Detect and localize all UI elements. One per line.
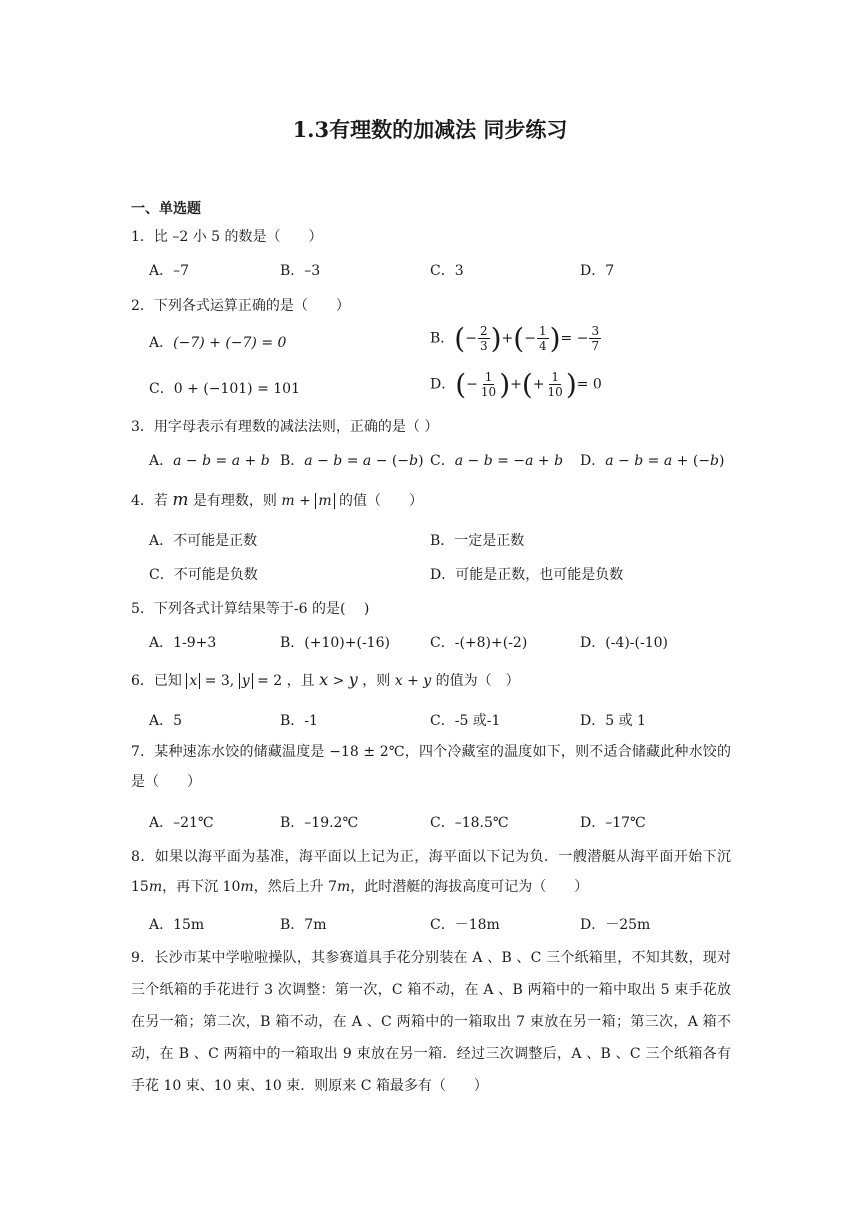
question-5-stem: 5．下列各式计算结果等于-6 的是( ) — [131, 601, 370, 617]
question-7-option-c: C．–18.5℃ — [430, 815, 509, 831]
question-5-option-c: C．-(+8)+(-2) — [430, 635, 528, 651]
question-4-stem: 4．若 m 是有理数，则 m + m 的值（ ） — [131, 490, 424, 510]
question-6-stem: 6．已知 x = 3, y = 2 ，且 x > y ，则 x + y 的值为（ ） — [131, 670, 520, 689]
page-title: 1.3有理数的加减法 同步练习 — [292, 117, 568, 142]
question-8-option-b: B．7m — [280, 917, 327, 933]
question-4-option-d: D．可能是正数，也可能是负数 — [430, 567, 624, 583]
question-7-option-a: A．–21℃ — [149, 815, 214, 831]
question-3-option-b: B．a − b = a − (−b) — [280, 453, 424, 469]
question-1-option-c: C．3 — [430, 263, 464, 279]
question-6-option-b: B．-1 — [280, 713, 318, 729]
question-2-option-a: A．(−7) + (−7) = 0 — [149, 335, 287, 351]
question-2-stem: 2．下列各式运算正确的是（ ） — [131, 298, 350, 314]
question-1-option-d: D．7 — [580, 263, 615, 279]
question-3-option-c: C．a − b = −a + b — [430, 453, 564, 469]
question-8-stem: 8．如果以海平面为基准，海平面以上记为正，海平面以下记为负．一艘潜艇从海平面开始下沉 15m，再下沉 10m，然后上升 7m，此时潜艇的海拔高度可记为（ ） — [131, 849, 731, 895]
question-7-stem: 7．某种速冻水饺的储藏温度是 −18 ± 2℃，四个冷藏室的温度如下，则不适合储藏此种水饺的是（ ） — [131, 744, 731, 790]
question-1-option-a: A．–7 — [149, 263, 190, 279]
question-9-stem: 9．长沙市某中学啦啦操队，其参赛道具手花分别装在 A 、B 、C 三个纸箱里，不知其数，现对三个纸箱的手花进行 3 次调整：第一次，C 箱不动，在 A 、B 两箱中的一箱中取出 5 束手花放在另一箱；第二次，B 箱不动，在 A 、C 两箱中的一箱取出 7 束放在另一箱；第三次，A 箱不动，在 B 、C 两箱中的一箱取出 9 束放在另一箱．经过三次调整后，A 、B 、C 三个纸箱各有手花 10 束、10 束、10 束．则原来 C 箱最多有（ ） — [131, 950, 731, 1094]
question-8-option-c: C．－18m — [430, 917, 500, 933]
question-2-option-b: B．(− $\frac{2}{3}$ )+(− $\frac{1}{4}$ )= − $\frac{3}{7}$ — [430, 322, 600, 355]
question-5-option-b: B．(+10)+(-16) — [280, 635, 390, 651]
question-1-option-b: B．–3 — [280, 263, 321, 279]
question-3-stem: 3．用字母表示有理数的减法法则，正确的是（ ） — [131, 419, 439, 435]
question-4-option-c: C．不可能是负数 — [149, 567, 258, 583]
question-5-option-a: A．1-9+3 — [149, 635, 217, 651]
question-2-option-c: C．0 + (−101) = 101 — [149, 381, 300, 397]
question-3-option-d: D．a − b = a + (−b) — [580, 453, 725, 469]
question-5-option-d: D．(-4)-(-10) — [580, 635, 668, 651]
question-7-option-d: D．–17℃ — [580, 815, 646, 831]
question-6-option-a: A．5 — [149, 713, 183, 729]
question-7-option-b: B．–19.2℃ — [280, 815, 359, 831]
question-8-option-d: D．－25m — [580, 917, 651, 933]
question-2-option-d: D．(− $\frac{1}{10}$ )+(+ $\frac{1}{10}$ )= 0 — [430, 368, 602, 401]
question-6-option-d: D．5 或 1 — [580, 713, 646, 729]
section-heading: 一、单选题 — [131, 201, 201, 217]
question-8-option-a: A．15m — [149, 917, 205, 933]
question-4-option-b: B．一定是正数 — [430, 533, 525, 549]
question-6-option-c: C．-5 或-1 — [430, 713, 501, 729]
question-4-option-a: A．不可能是正数 — [149, 533, 258, 549]
question-1-stem: 1．比 –2 小 5 的数是（ ） — [131, 229, 323, 245]
question-3-option-a: A．a − b = a + b — [149, 453, 270, 469]
